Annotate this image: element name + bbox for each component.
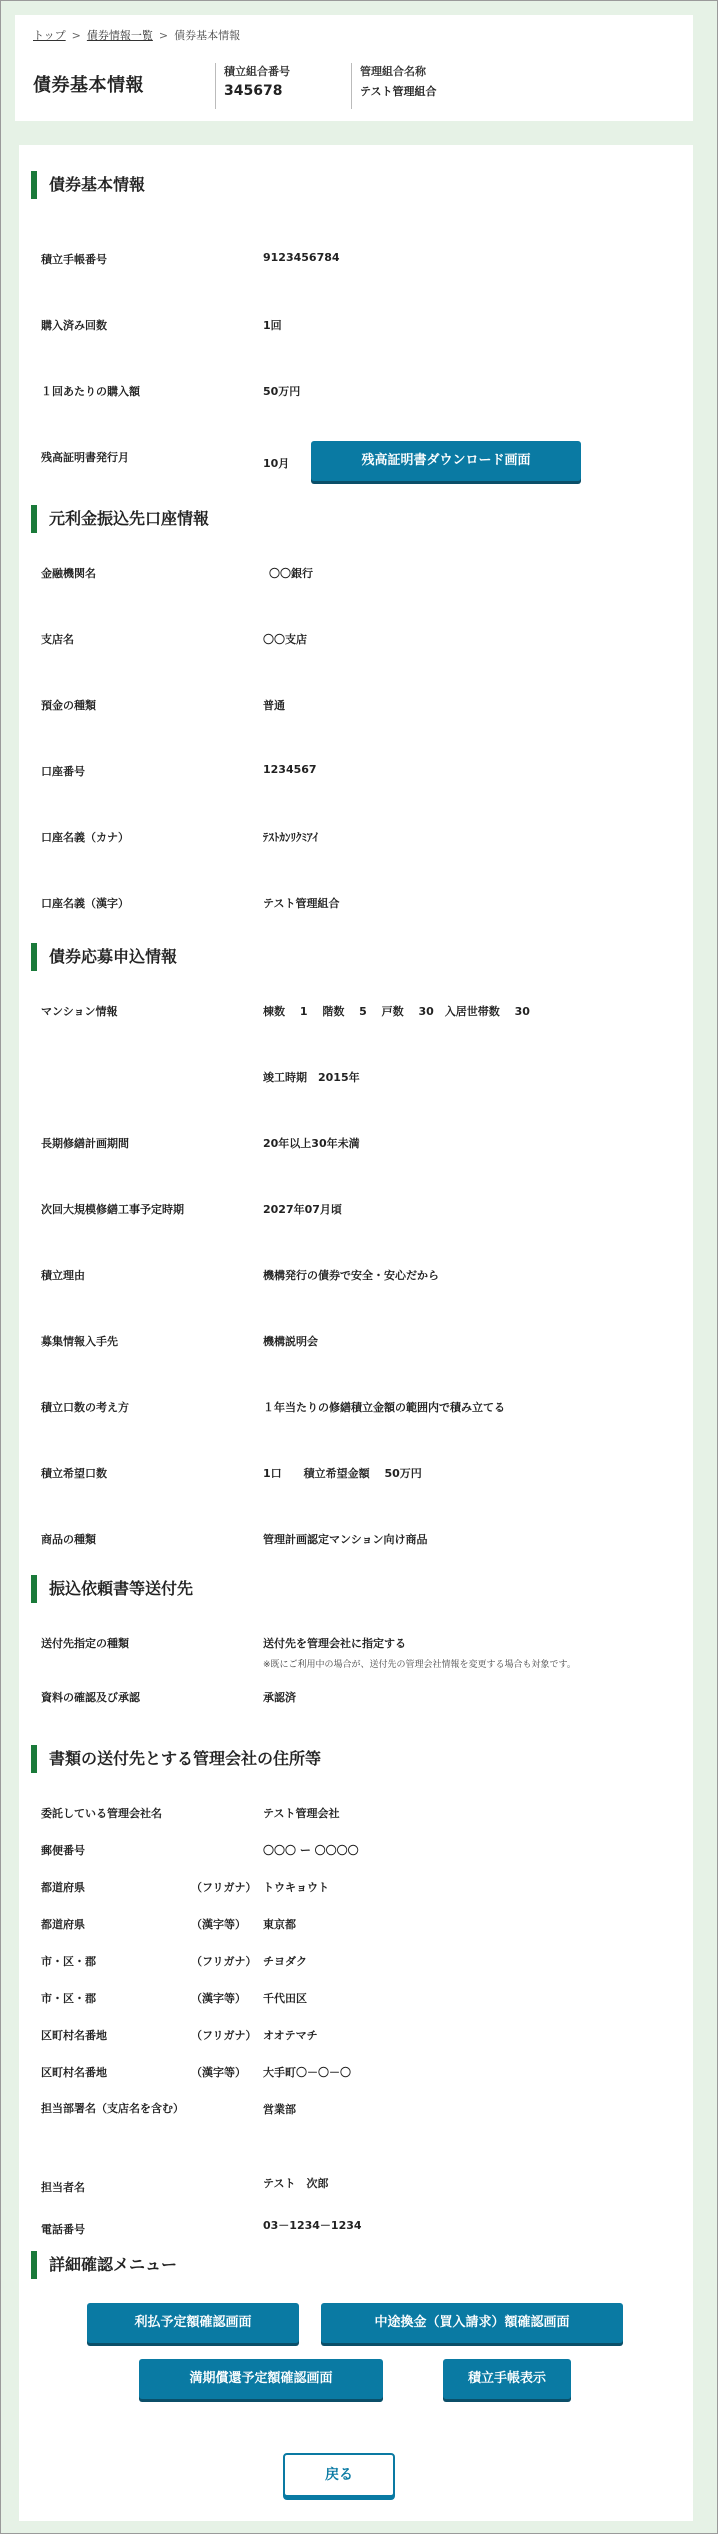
row-value: テスト管理組合 — [263, 897, 340, 910]
row-value: 〇〇〇 ー 〇〇〇〇 — [263, 1844, 359, 1857]
row-sub-label: （フリガナ） — [191, 1955, 257, 1968]
row-label: 残高証明書発行月 — [41, 451, 129, 464]
row-value: 50万円 — [263, 385, 301, 398]
section-title-application: 債券応募申込情報 — [31, 943, 177, 971]
row-label: 区町村名番地 — [41, 2066, 107, 2079]
mansion-info-line2: 竣工時期 2015年 — [263, 1071, 360, 1084]
account-number-block — [215, 63, 290, 109]
row-value: 営業部 — [263, 2103, 296, 2116]
row-value: 送付先を管理会社に指定する — [263, 1637, 406, 1650]
row-value: オオテマチ — [263, 2029, 318, 2042]
row-label: 募集情報入手先 — [41, 1335, 118, 1348]
row-value: ﾃｽﾄｶﾝﾘｸﾐｱｲ — [263, 831, 318, 844]
row-label: 資料の確認及び承認 — [41, 1691, 140, 1704]
balance-certificate-download-button[interactable]: 残高証明書ダウンロード画面 — [311, 441, 581, 481]
row-value: 1回 — [263, 319, 282, 332]
row-value: 03－1234－1234 — [263, 2219, 362, 2232]
section-title-menu: 詳細確認メニュー — [31, 2251, 177, 2279]
row-value: 9123456784 — [263, 251, 340, 264]
early-redemption-button[interactable]: 中途換金（買入請求）額確認画面 — [321, 2303, 623, 2343]
row-label: 都道府県 — [41, 1918, 85, 1931]
row-sub-label: （漢字等） — [191, 1992, 246, 2005]
row-sub-label: （フリガナ） — [191, 2029, 257, 2042]
breadcrumb-current: 債券基本情報 — [174, 29, 241, 42]
row-label: 口座名義（漢字） — [41, 897, 129, 910]
section-title-basic: 債券基本情報 — [31, 171, 145, 199]
page-header — [15, 15, 693, 121]
row-sub-label: （漢字等） — [191, 2066, 246, 2079]
row-label: 次回大規模修繕工事予定時期 — [41, 1203, 184, 1216]
row-value: 1口 積立希望金額 50万円 — [263, 1467, 422, 1480]
row-label: 区町村名番地 — [41, 2029, 107, 2042]
breadcrumb-top-link[interactable]: トップ — [33, 29, 66, 42]
row-sub-label: （フリガナ） — [191, 1881, 257, 1894]
savings-passbook-button[interactable]: 積立手帳表示 — [443, 2359, 571, 2399]
row-label: 送付先指定の種類 — [41, 1637, 129, 1650]
union-name-label: 管理組合名称 — [360, 65, 426, 78]
row-label: 市・区・郡 — [41, 1955, 96, 1968]
row-label: 購入済み回数 — [41, 319, 107, 332]
main-content — [19, 145, 693, 2521]
union-name-block — [351, 63, 437, 109]
row-value: 普通 — [263, 699, 285, 712]
page-title: 債券基本情報 — [33, 75, 144, 96]
row-value: 承認済 — [263, 1691, 296, 1704]
row-label: 積立希望口数 — [41, 1467, 107, 1480]
row-label: 支店名 — [41, 633, 74, 646]
breadcrumb-separator: > — [71, 29, 81, 42]
row-value: 機構説明会 — [263, 1335, 318, 1348]
section-title-account: 元利金振込先口座情報 — [31, 505, 209, 533]
row-label: 口座名義（カナ） — [41, 831, 129, 844]
row-label: 預金の種類 — [41, 699, 96, 712]
row-label: 金融機関名 — [41, 567, 96, 580]
union-name-value: テスト管理組合 — [360, 85, 437, 98]
row-value: チヨダク — [263, 1955, 307, 1968]
row-label: 口座番号 — [41, 765, 85, 778]
row-label: 長期修繕計画期間 — [41, 1137, 129, 1150]
row-value: 管理計画認定マンション向け商品 — [263, 1533, 428, 1546]
row-value: 〇〇銀行 — [269, 567, 313, 580]
row-label: 積立口数の考え方 — [41, 1401, 129, 1414]
row-label: 市・区・郡 — [41, 1992, 96, 2005]
row-value: 東京都 — [263, 1918, 296, 1931]
row-label: 委託している管理会社名 — [41, 1807, 162, 1820]
row-label: 積立理由 — [41, 1269, 85, 1282]
row-label: 商品の種類 — [41, 1533, 96, 1546]
row-label: 担当部署名（支店名を含む） — [41, 2102, 184, 2115]
maturity-redemption-button[interactable]: 満期償還予定額確認画面 — [139, 2359, 383, 2399]
account-number-value: 345678 — [224, 83, 283, 99]
row-value: 千代田区 — [263, 1992, 307, 2005]
row-value: 10月 — [263, 457, 290, 470]
account-number-label: 積立組合番号 — [224, 65, 290, 78]
row-value: 2027年07月頃 — [263, 1203, 342, 1216]
row-value: 〇〇支店 — [263, 633, 307, 646]
row-value: 1234567 — [263, 763, 317, 776]
row-label: 都道府県 — [41, 1881, 85, 1894]
row-value: 機構発行の債券で安全・安心だから — [263, 1269, 439, 1282]
row-label: 担当者名 — [41, 2181, 85, 2194]
row-value: 20年以上30年未満 — [263, 1137, 360, 1150]
section-title-address: 書類の送付先とする管理会社の住所等 — [31, 1745, 321, 1773]
row-value: テスト管理会社 — [263, 1807, 340, 1820]
row-label: 積立手帳番号 — [41, 253, 107, 266]
row-label: １回あたりの購入額 — [41, 385, 140, 398]
row-value: テスト 次郎 — [263, 2177, 329, 2190]
row-label: マンション情報 — [41, 1005, 118, 1018]
delivery-note: ※既にご利用中の場合が、送付先の管理会社情報を変更する場合も対象です。 — [263, 1660, 576, 1670]
interest-payment-button[interactable]: 利払予定額確認画面 — [87, 2303, 299, 2343]
breadcrumb-separator: > — [158, 29, 169, 42]
back-button[interactable]: 戻る — [283, 2453, 395, 2497]
row-value: １年当たりの修繕積立金額の範囲内で積み立てる — [263, 1401, 505, 1414]
row-value: トウキョウト — [263, 1881, 329, 1894]
row-label: 電話番号 — [41, 2223, 85, 2236]
row-sub-label: （漢字等） — [191, 1918, 246, 1931]
section-title-delivery: 振込依頼書等送付先 — [31, 1575, 193, 1603]
mansion-info-line1: 棟数 1 階数 5 戸数 30 入居世帯数 30 — [263, 1005, 530, 1018]
row-label: 郵便番号 — [41, 1844, 85, 1857]
row-value: 大手町〇－〇－〇 — [263, 2066, 351, 2079]
breadcrumb-bond-list-link[interactable]: 債券情報一覧 — [86, 29, 153, 42]
breadcrumb — [33, 27, 240, 43]
